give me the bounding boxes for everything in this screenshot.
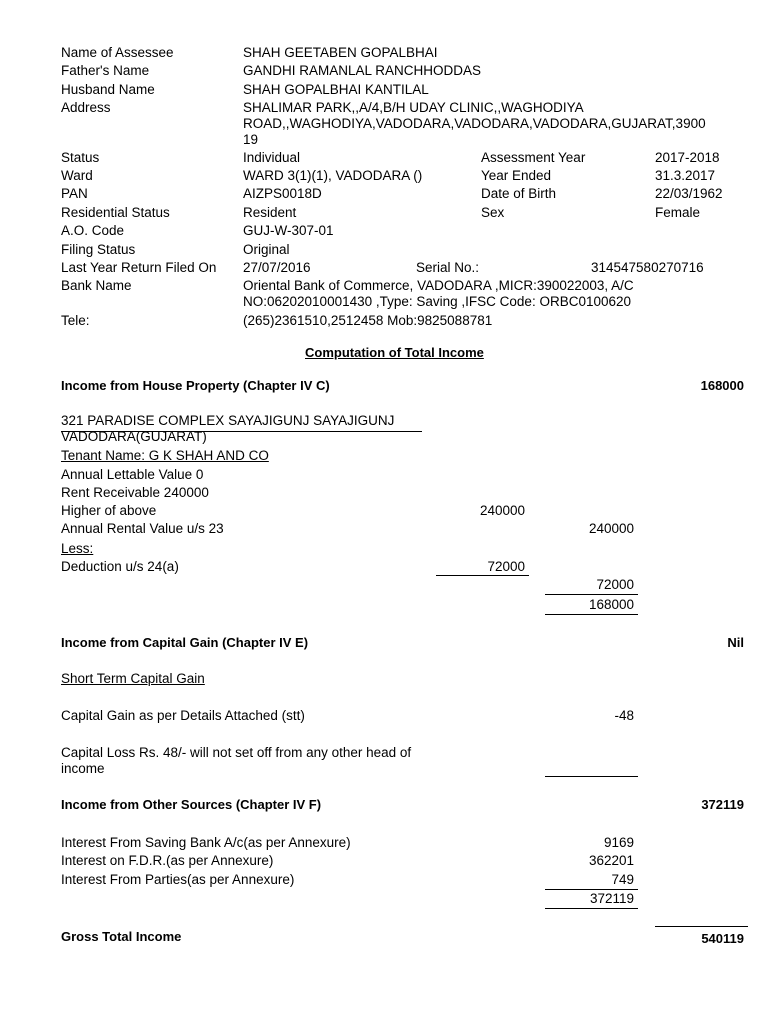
other-source-item-value: 749 [611, 872, 634, 887]
sex-label: Sex [481, 205, 505, 220]
subtotal-rule [545, 594, 638, 595]
serial-no-value: 314547580270716 [591, 260, 704, 275]
deduction-value: 72000 [487, 559, 525, 574]
capital-gain-details-value: -48 [614, 708, 634, 723]
capital-gain-rule [545, 776, 638, 777]
dob-value: 22/03/1962 [655, 186, 723, 201]
address-line-2: ROAD,,WAGHODIYA,VADODARA,VADODARA,VADODARA,GUJARAT,3900 [243, 116, 706, 131]
other-source-item-label: Interest From Parties(as per Annexure) [61, 872, 295, 887]
gross-total-rule [655, 926, 748, 927]
filing-status-label: Filing Status [61, 242, 136, 257]
other-sources-subtotal-rule [545, 889, 638, 890]
deduction-label: Deduction u/s 24(a) [61, 559, 179, 574]
house-property-heading: Income from House Property (Chapter IV C) [61, 378, 330, 393]
house-property-net: 168000 [588, 597, 634, 612]
filing-status-value: Original [243, 242, 290, 257]
other-sources-heading: Income from Other Sources (Chapter IV F) [61, 797, 322, 812]
husband-label: Husband Name [61, 82, 155, 97]
rent-receivable: Rent Receivable 240000 [61, 485, 209, 500]
ward-label: Ward [61, 168, 93, 183]
higher-of-above-label: Higher of above [61, 503, 157, 518]
gross-total-label: Gross Total Income [61, 929, 182, 944]
last-return-label: Last Year Return Filed On [61, 260, 217, 275]
tele-label: Tele: [61, 313, 90, 328]
property-address-line-1: 321 PARADISE COMPLEX SAYAJIGUNJ SAYAJIGUNJ [61, 413, 395, 428]
other-source-item-value: 362201 [588, 853, 634, 868]
tenant-name: Tenant Name: G K SHAH AND CO [61, 448, 269, 463]
net-rule [545, 614, 638, 615]
last-return-value: 27/07/2016 [243, 260, 311, 275]
assessment-year-value: 2017-2018 [655, 150, 720, 165]
dob-label: Date of Birth [481, 186, 557, 201]
other-source-item-label: Interest From Saving Bank A/c(as per Annexure) [61, 835, 351, 850]
capital-loss-line-2: income [61, 761, 105, 776]
pan-value: AIZPS0018D [243, 186, 322, 201]
ward-value: WARD 3(1)(1), VADODARA () [243, 168, 423, 183]
bank-label: Bank Name [61, 278, 132, 293]
other-source-item-value: 9169 [603, 835, 634, 850]
status-value: Individual [243, 150, 301, 165]
property-address-line-2: VADODARA(GUJARAT) [61, 429, 207, 444]
year-ended-label: Year Ended [481, 168, 552, 183]
other-source-item-label: Interest on F.D.R.(as per Annexure) [61, 853, 274, 868]
gross-total-value: 540119 [701, 931, 744, 946]
assessment-year-label: Assessment Year [481, 150, 586, 165]
deduction-underline [436, 575, 529, 576]
year-ended-value: 31.3.2017 [655, 168, 716, 183]
ao-code-value: GUJ-W-307-01 [243, 223, 334, 238]
name-value: SHAH GEETABEN GOPALBHAI [243, 45, 438, 60]
tele-value: (265)2361510,2512458 Mob:9825088781 [243, 313, 493, 328]
higher-of-above-value: 240000 [479, 503, 525, 518]
sex-value: Female [655, 205, 701, 220]
pan-label: PAN [61, 186, 88, 201]
capital-loss-line-1: Capital Loss Rs. 48/- will not set off from any other head of [61, 745, 412, 760]
status-label: Status [61, 150, 100, 165]
annual-rental-value-label: Annual Rental Value u/s 23 [61, 521, 224, 536]
other-sources-net-rule [545, 908, 638, 909]
computation-title: Computation of Total Income [305, 345, 484, 360]
bank-line-2: NO:06202010001430 ,Type: Saving ,IFSC Code: ORBC0100620 [243, 294, 631, 309]
serial-no-label: Serial No.: [416, 260, 480, 275]
capital-gain-details-label: Capital Gain as per Details Attached (stt) [61, 708, 305, 723]
other-sources-total: 372119 [701, 797, 744, 812]
name-label: Name of Assessee [61, 45, 174, 60]
residential-status-label: Residential Status [61, 205, 170, 220]
address-label: Address [61, 100, 111, 115]
father-value: GANDHI RAMANLAL RANCHHODDAS [243, 63, 482, 78]
address-line-1: SHALIMAR PARK,,A/4,B/H UDAY CLINIC,,WAGHODIYA [243, 100, 584, 115]
husband-value: SHAH GOPALBHAI KANTILAL [243, 82, 429, 97]
capital-gain-total: Nil [727, 635, 744, 650]
annual-lettable-value: Annual Lettable Value 0 [61, 467, 204, 482]
other-sources-subtotal: 372119 [589, 891, 634, 906]
less-label: Less: [61, 541, 94, 556]
residential-status-value: Resident [243, 205, 297, 220]
annual-rental-value-value: 240000 [588, 521, 634, 536]
father-label: Father's Name [61, 63, 150, 78]
deduction-carry-value: 72000 [596, 577, 634, 592]
bank-line-1: Oriental Bank of Commerce, VADODARA ,MICR:390022003, A/C [243, 278, 634, 293]
ao-code-label: A.O. Code [61, 223, 125, 238]
address-line-3: 19 [243, 132, 259, 147]
house-property-total: 168000 [700, 378, 744, 393]
short-term-capital-gain-label: Short Term Capital Gain [61, 671, 205, 686]
capital-gain-heading: Income from Capital Gain (Chapter IV E) [61, 635, 309, 650]
